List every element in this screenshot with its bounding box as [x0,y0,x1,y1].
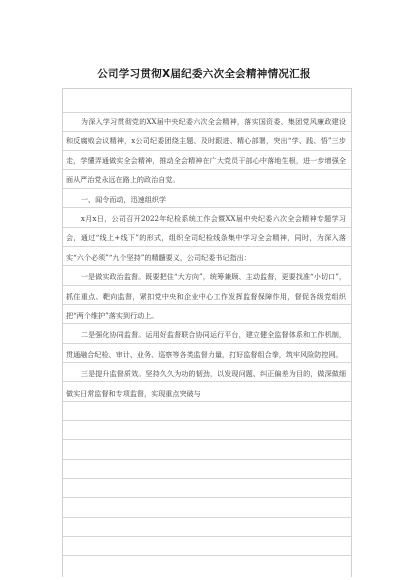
paragraph-intro: 为深入学习贯彻党的XX届中央纪委六次全会精神，落实国资委、集团党风廉政建设和反腐败会议精神，x公司纪委团绕主题、及时跟进、精心部署，突出“学、践、悟”三步走，学懂弄通做实全会精神，推动全会精神在广大党员干部心中落地生根，进一步增强全面从严治党永远在路上的政治自觉。 [66,117,346,185]
section-heading: 一、闻令而动，迅速组织学 [80,194,167,204]
frame-rule [63,459,351,460]
paragraph-point-three: 三是提升监督质效。坚持久久为功的韧劲，以发现问题、纠正偏差为目的，做深做细做实日常监督和专项监督，实现重点突破与 [66,369,346,398]
paragraph-point-one: 一是做实政治监督。既要把住“大方向”，统筹兼顾、主动监督，更要找准“小切口”，抓住重点、靶向监督，紧扣党中央和企业中心工作发挥监督保障作用，督促各级党组织把“两个维护”落实到行动上。 [66,272,346,321]
frame-rule [63,478,351,479]
frame-rule [63,497,351,498]
frame-rule [63,517,351,518]
document-body [62,112,350,403]
document-title: 公司学习贯彻X届纪委六次全会精神情况汇报 [97,68,311,80]
frame-rule [63,555,351,556]
paragraph-point-two: 二是强化协同监督。运用好监督联合协同运行平台，建立健全监督体系和工作机制，贯通融合纪检、审计、业务、巡察等各类监督力量，打好监督组合拳，筑牢风险防控网。 [66,330,346,359]
frame-rule [63,536,351,537]
frame-rule [63,439,351,440]
frame-rule [63,420,351,421]
paragraph-meeting: x月x日，公司召开2022年纪检系统工作会暨XX届中央纪委六次全会精神专题学习会，通过“线上+线下”的形式，组织全司纪检线条集中学习全会精神，同时，为深入落实“六个必须”“九个坚持”的精髓要义，公司纪委书记指出： [66,214,346,262]
